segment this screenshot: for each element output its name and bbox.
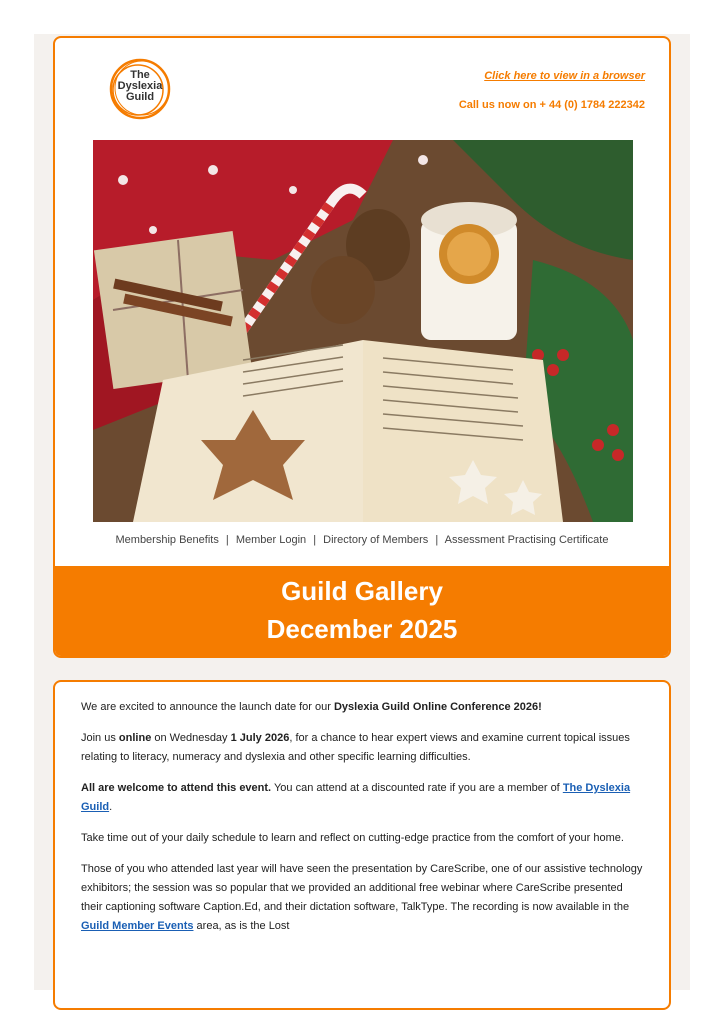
paragraph-date: Join us online on Wednesday 1 July 2026, for a chance to hear expert views and examine current topical issues relating to literacy, numeracy and dyslexia and other specific learning difficulties. — [81, 732, 630, 763]
dyslexia-guild-link[interactable]: The Dyslexia Guild — [81, 782, 631, 813]
nav-separator: | — [435, 534, 439, 546]
paragraph-carescribe: Those of you who attended last year will have seen the presentation by CareScribe, one of our assistive technology exhibitors; the session was so popular that we provided an additional free webinar where CareScribe presented their captioning software Caption.Ed, and their dictation software, TalkType. The recording is now available in the Guild Member Events area, as is the Lost — [81, 863, 643, 932]
hero-image — [93, 140, 633, 522]
view-in-browser-link[interactable]: Click here to view in a browser — [484, 70, 645, 82]
dyslexia-guild-logo[interactable] — [107, 56, 173, 122]
content-card — [53, 680, 671, 1010]
title-banner — [55, 566, 669, 656]
nav-separator: | — [225, 534, 229, 546]
banner-subtitle: December 2025 — [266, 614, 458, 644]
paragraph-intro: We are excited to announce the launch date for our Dyslexia Guild Online Conference 2026! — [81, 701, 542, 713]
phone-number: Call us now on + 44 (0) 1784 222342 — [458, 99, 645, 111]
nav-links — [55, 534, 669, 546]
nav-member-login[interactable]: Member Login — [235, 534, 307, 546]
header-card — [53, 36, 671, 658]
paragraph-take-time: Take time out of your daily schedule to learn and reflect on cutting-edge practice from the comfort of your home. — [81, 832, 624, 844]
logo-text: The Dyslexia Guild — [117, 69, 163, 103]
banner-title: Guild Gallery — [281, 576, 443, 606]
nav-separator: | — [313, 534, 317, 546]
guild-member-events-link[interactable]: Guild Member Events — [81, 920, 194, 932]
nav-membership-benefits[interactable]: Membership Benefits — [115, 534, 219, 546]
paragraph-welcome: All are welcome to attend this event. You can attend at a discounted rate if you are a member of The Dyslexia Guild. — [81, 782, 631, 813]
nav-assessment-certificate[interactable]: Assessment Practising Certificate — [444, 534, 609, 546]
nav-directory-of-members[interactable]: Directory of Members — [323, 534, 429, 546]
